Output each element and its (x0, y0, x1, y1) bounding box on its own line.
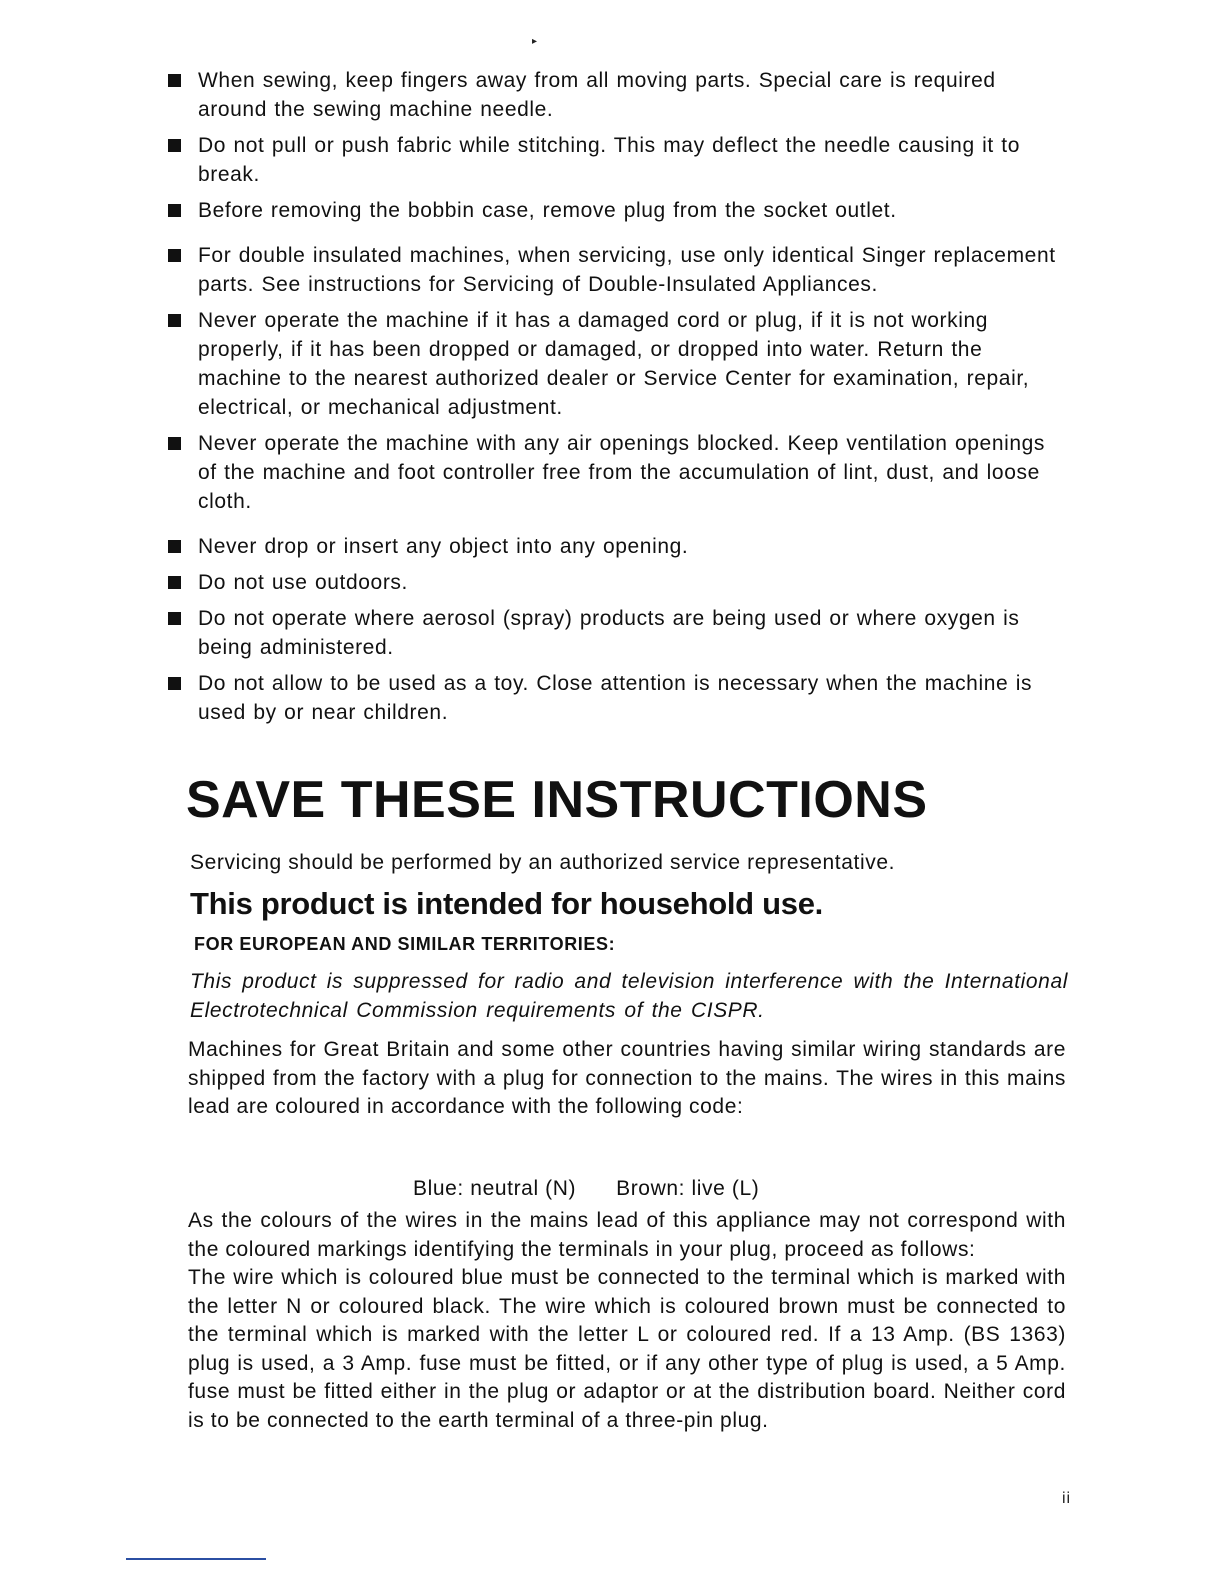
bullet-square-icon (168, 74, 181, 87)
suppression-note: This product is suppressed for radio and television interference with the International Electrotechnical Commission requirements of the CISPR. (190, 970, 1068, 1022)
bullet-item (168, 532, 1058, 561)
bullet-item (168, 568, 1058, 597)
bullet-square-icon (168, 612, 181, 625)
safety-bullet-list (168, 66, 1058, 734)
wire-colour-codes (413, 1174, 759, 1204)
bullet-item (168, 241, 1058, 299)
wiring-paragraph: The wire which is coloured blue must be connected to the terminal which is marked with the letter N or coloured black. The wire which is coloured brown must be connected to the terminal which is marked with the letter L or coloured red. If a 13 Amp. (BS 1363) plug is used, a 3 Amp. fuse must be fitted, or if any other type of plug is used, a 5 Amp. fuse must be fitted either in the plug or adaptor or at the distribution board. Neither cord is to be connected to the earth terminal of a three-pin plug. (188, 1266, 1066, 1432)
wiring-instructions (188, 1207, 1066, 1435)
bullet-item (168, 196, 1058, 225)
wiring-paragraph: As the colours of the wires in the mains lead of this appliance may not correspond with the coloured markings identifying the terminals in your plug, proceed as follows: (188, 1209, 1066, 1261)
bullet-text: When sewing, keep fingers away from all moving parts. Special care is required around the sewing machine needle. (198, 69, 996, 121)
bullet-square-icon (168, 139, 181, 152)
page-number: ii (1062, 1490, 1072, 1507)
bullet-square-icon (168, 576, 181, 589)
bullet-item (168, 306, 1058, 422)
bullet-square-icon (168, 437, 181, 450)
bullet-item (168, 429, 1058, 516)
bullet-text: For double insulated machines, when servicing, use only identical Singer replacement parts. See instructions for Servicing of Double-Insulated Appliances. (198, 244, 1056, 296)
bullet-text: Before removing the bobbin case, remove plug from the socket outlet. (198, 199, 897, 222)
servicing-note: Servicing should be performed by an authorized service representative. (190, 851, 896, 874)
bullet-square-icon (168, 204, 181, 217)
bullet-item (168, 669, 1058, 727)
bullet-text: Never operate the machine with any air openings blocked. Keep ventilation openings of the machine and foot controller free from the accumulation of lint, dust, and loose cloth. (198, 432, 1046, 513)
code-brown: Brown: live (L) (616, 1177, 760, 1200)
code-blue: Blue: neutral (N) (413, 1177, 577, 1200)
scan-tick-mark: ▸ (532, 36, 538, 47)
machines-paragraph: Machines for Great Britain and some other countries having similar wiring standards are shipped from the factory with a plug for connection to the mains. The wires in this mains lead are coloured in accordance with the following code: (188, 1038, 1066, 1118)
bullet-text: Do not pull or push fabric while stitching. This may deflect the needle causing it to break. (198, 134, 1021, 186)
bullet-square-icon (168, 540, 181, 553)
bullet-text: Do not use outdoors. (198, 571, 408, 594)
bullet-text: Do not allow to be used as a toy. Close attention is necessary when the machine is used by or near children. (198, 672, 1033, 724)
bullet-square-icon (168, 677, 181, 690)
bullet-square-icon (168, 314, 181, 327)
bullet-item (168, 604, 1058, 662)
bullet-text: Do not operate where aerosol (spray) products are being used or where oxygen is being administered. (198, 607, 1020, 659)
scan-blue-rule (126, 1558, 266, 1560)
bullet-item (168, 131, 1058, 189)
european-territories-heading: FOR EUROPEAN AND SIMILAR TERRITORIES: (194, 934, 616, 954)
save-instructions-heading: SAVE THESE INSTRUCTIONS (186, 771, 928, 829)
bullet-text: Never operate the machine if it has a damaged cord or plug, if it is not working properly, if it has been dropped or damaged, or dropped into water. Return the machine to the nearest authorized dealer or Service Center for examination, repair, electrical, or mechanical adjustment. (198, 309, 1030, 419)
household-use-heading: This product is intended for household use. (190, 886, 823, 921)
bullet-item (168, 66, 1058, 124)
bullet-text: Never drop or insert any object into any opening. (198, 535, 689, 558)
bullet-square-icon (168, 249, 181, 262)
